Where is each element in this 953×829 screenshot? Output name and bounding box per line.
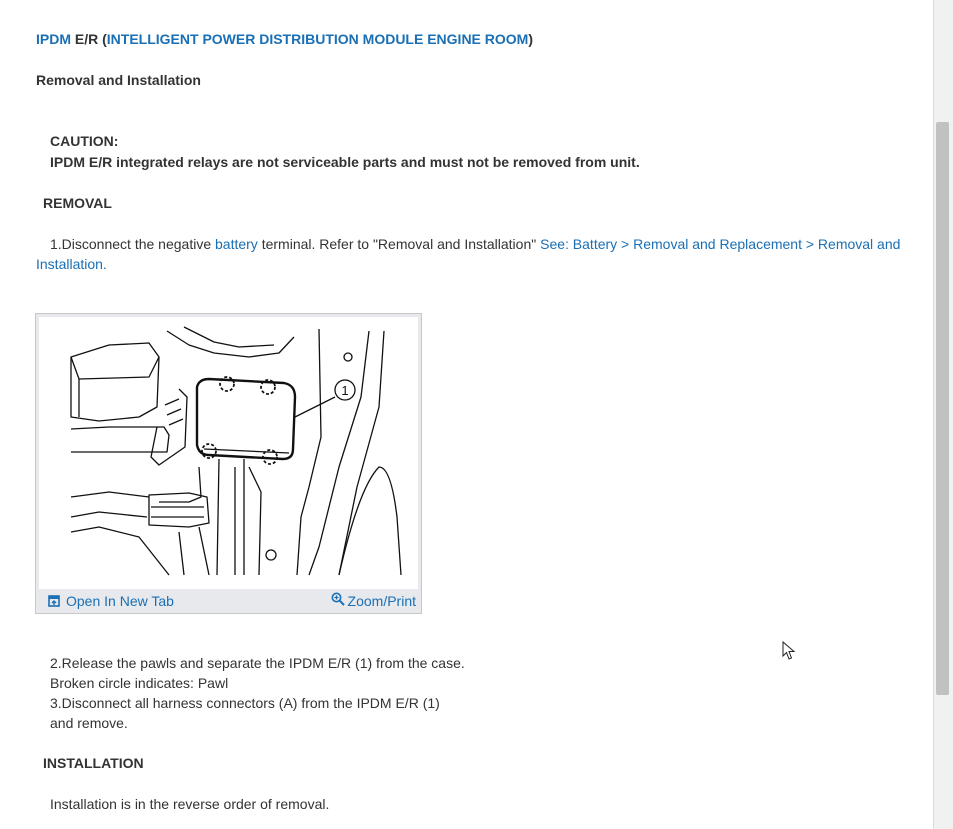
magnifier-zoom-icon [331, 592, 345, 606]
open-in-new-tab-button[interactable] [48, 592, 174, 610]
callout-label: 1 [341, 383, 349, 398]
removal-step-3: 3.Disconnect all harness connectors (A) from the IPDM E/R (1) [50, 695, 440, 711]
caution-heading: CAUTION: [50, 133, 119, 149]
removal-step-3-cont: and remove. [50, 715, 128, 731]
fender-line [297, 329, 321, 575]
figure-panel [35, 313, 422, 614]
pawl-note: Broken circle indicates: Pawl [50, 675, 229, 691]
title-er-text: E/R ( [71, 31, 107, 47]
open-new-tab-icon [48, 595, 60, 607]
step1-mid: terminal. Refer to "Removal and Installation" [257, 236, 541, 252]
scrollbar-thumb[interactable] [936, 122, 949, 695]
see-battery-removal-link[interactable]: See: Battery > Removal and Replacement > Removal and Installation. [36, 236, 901, 272]
engine-block-shape [71, 343, 159, 421]
removal-step-2: 2.Release the pawls and separate the IPDM E/R (1) from the case. [50, 655, 465, 671]
callout-line [295, 397, 335, 417]
mouse-pointer-icon [782, 641, 796, 661]
page-title [36, 29, 533, 49]
zoom-print-button[interactable] [331, 592, 416, 610]
title-module-link[interactable]: INTELLIGENT POWER DISTRIBUTION MODULE ENGINE ROOM [106, 31, 529, 47]
ipdm-diagram [39, 317, 418, 589]
ipdm-module-shape [197, 379, 295, 459]
title-ipdm-link[interactable]: IPDM [36, 31, 71, 47]
installation-text: Installation is in the reverse order of removal. [50, 796, 330, 812]
section-subtitle: Removal and Installation [36, 72, 201, 88]
removal-step-1 [36, 234, 916, 274]
caution-text: IPDM E/R integrated relays are not serviceable parts and must not be removed from unit. [50, 154, 640, 170]
installation-heading: INSTALLATION [43, 755, 144, 771]
open-in-new-tab-label: Open In New Tab [66, 593, 174, 609]
battery-link[interactable]: battery [215, 236, 258, 252]
ipdm-illustration[interactable] [39, 317, 418, 589]
title-close-paren: ) [528, 31, 534, 47]
zoom-print-label: Zoom/Print [347, 593, 416, 609]
removal-heading: REMOVAL [43, 195, 112, 211]
step1-prefix: 1.Disconnect the negative [50, 236, 215, 252]
